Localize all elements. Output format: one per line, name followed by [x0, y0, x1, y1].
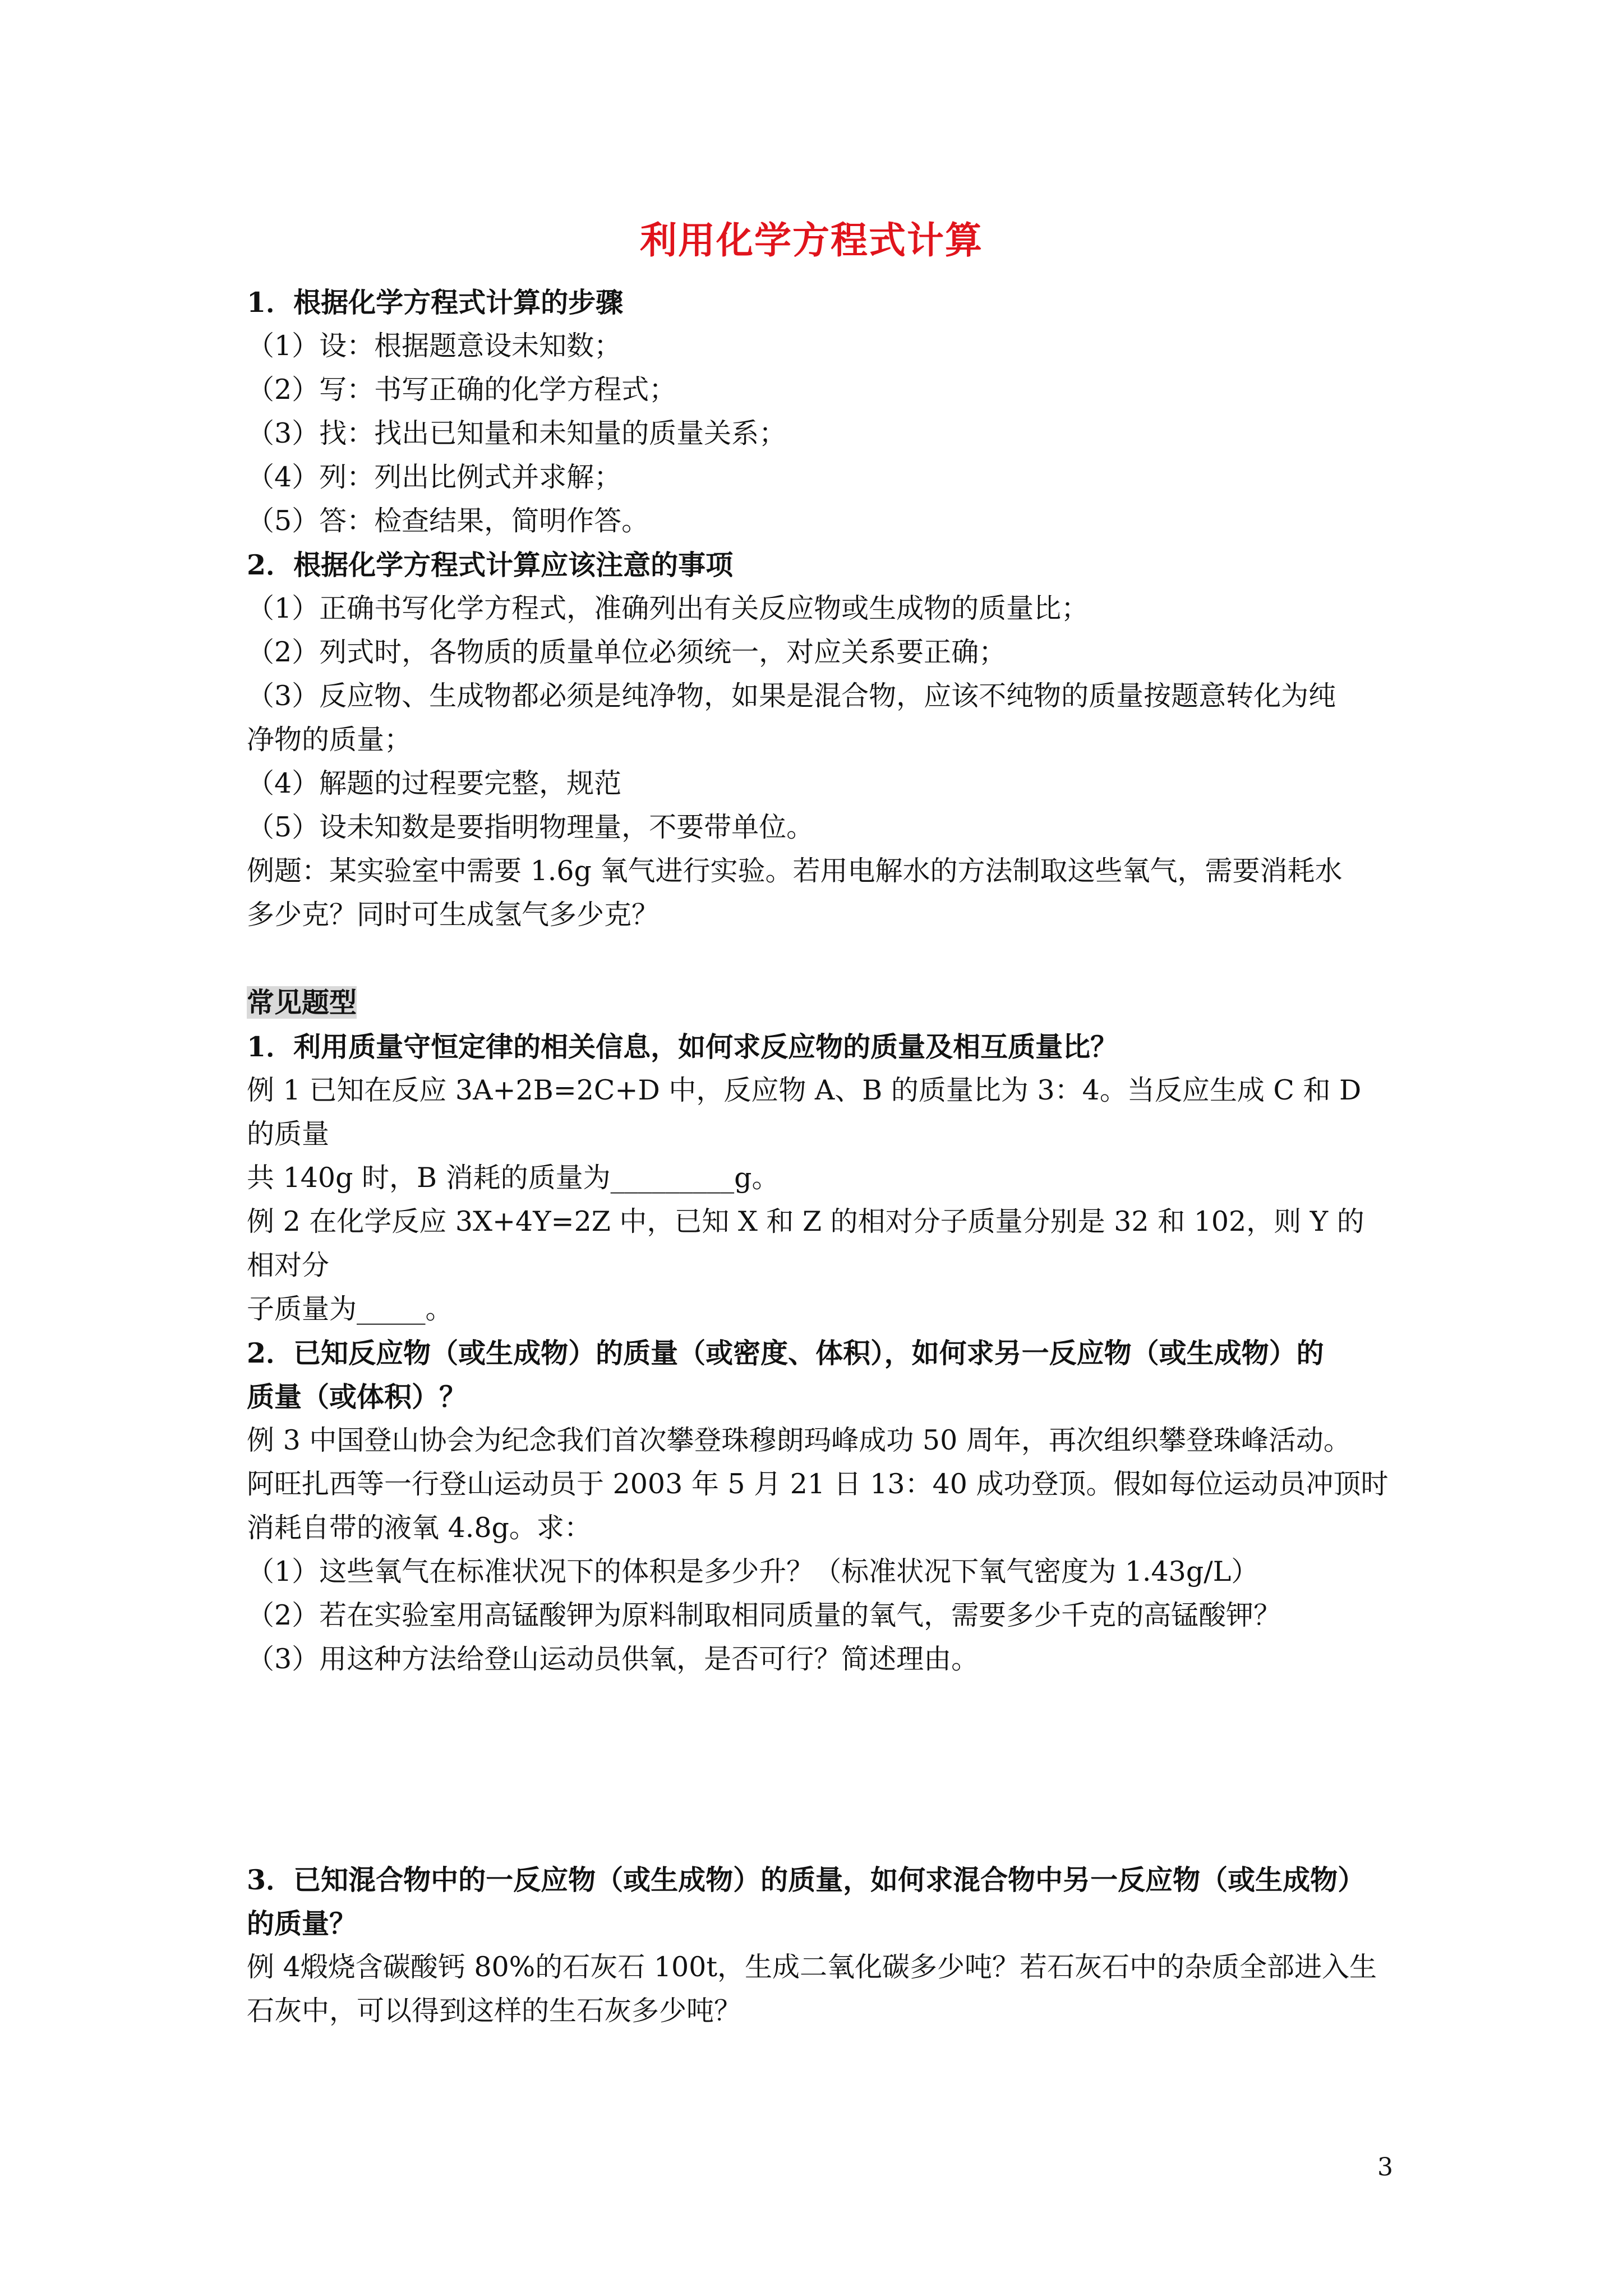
- q1-line: 例 1 已知在反应 3A+2B=2C+D 中，反应物 A、B 的质量比为 3：4。当反应生成 C 和 D 的质量: [247, 1074, 1362, 1150]
- q2-heading: 质量（或体积）？: [247, 1381, 467, 1413]
- section1-item: （5）答：检查结果，简明作答。: [247, 505, 649, 537]
- q2-line: （1）这些氧气在标准状况下的体积是多少升？（标准状况下氧气密度为 1.43g/L）: [247, 1556, 1259, 1588]
- q3-heading: 3．已知混合物中的一反应物（或生成物）的质量，如何求混合物中另一反应物（或生成物）: [247, 1864, 1366, 1896]
- q2-line: 例 3 中国登山协会为纪念我们首次攀登珠穆朗玛峰成功 50 周年，再次组织攀登珠峰活动。: [247, 1424, 1351, 1456]
- section2-item: （1）正确书写化学方程式，准确列出有关反应物或生成物的质量比；: [247, 592, 1089, 624]
- q1-line: 共 140g 时，B 消耗的质量为_________g。: [247, 1162, 780, 1194]
- section2-item: （4）解题的过程要完整，规范: [247, 767, 622, 799]
- q1-heading: 1．利用质量守恒定律的相关信息，如何求反应物的质量及相互质量比？: [247, 1030, 1118, 1063]
- example-line: 多少克？同时可生成氢气多少克？: [247, 899, 660, 931]
- q3-line: 例 4煅烧含碳酸钙 80%的石灰石 100t，生成二氧化碳多少吨？若石灰石中的杂质全部进入生: [247, 1951, 1377, 1983]
- common-types-label: 常见题型: [247, 986, 357, 1019]
- page-title: 利用化学方程式计算: [640, 218, 983, 262]
- q2-line: （3）用这种方法给登山运动员供氧，是否可行？简述理由。: [247, 1643, 979, 1675]
- q3-line: 石灰中，可以得到这样的生石灰多少吨？: [247, 1995, 742, 2027]
- q3-heading: 的质量？: [247, 1907, 357, 1940]
- document-body: [247, 280, 1391, 2033]
- section2-item: 净物的质量；: [247, 724, 412, 756]
- section2-item: （3）反应物、生成物都必须是纯净物，如果是混合物，应该不纯物的质量按题意转化为纯: [247, 680, 1336, 712]
- answer-space: [247, 1681, 1391, 1858]
- q1-line: 子质量为_____。: [247, 1293, 453, 1325]
- section1-heading: 1．根据化学方程式计算的步骤: [247, 286, 624, 319]
- q2-line: 阿旺扎西等一行登山运动员于 2003 年 5 月 21 日 13：40 成功登顶。假如每位运动员冲顶时: [247, 1468, 1389, 1500]
- section1-item: （3）找：找出已知量和未知量的质量关系；: [247, 417, 787, 449]
- q1-line: 例 2 在化学反应 3X+4Y=2Z 中，已知 X 和 Z 的相对分子质量分别是 32 和 102，则 Y 的相对分: [247, 1205, 1364, 1281]
- q2-line: 消耗自带的液氧 4.8g。求：: [247, 1512, 592, 1544]
- spacer: [247, 937, 1391, 981]
- page-number: 3: [1377, 2153, 1393, 2182]
- section2-item: （2）列式时，各物质的质量单位必须统一，对应关系要正确；: [247, 636, 1007, 668]
- example-line: 例题：某实验室中需要 1.6g 氧气进行实验。若用电解水的方法制取这些氧气，需要消耗水: [247, 855, 1343, 887]
- q2-line: （2）若在实验室用高锰酸钾为原料制取相同质量的氧气，需要多少千克的高锰酸钾？: [247, 1599, 1281, 1631]
- section1-item: （4）列：列出比例式并求解；: [247, 461, 622, 493]
- section2-heading: 2．根据化学方程式计算应该注意的事项: [247, 549, 734, 581]
- section1-item: （2）写：书写正确的化学方程式；: [247, 374, 677, 406]
- q2-heading: 2．已知反应物（或生成物）的质量（或密度、体积），如何求另一反应物（或生成物）的: [247, 1337, 1324, 1369]
- section2-item: （5）设未知数是要指明物理量，不要带单位。: [247, 811, 814, 843]
- section1-item: （1）设：根据题意设未知数；: [247, 330, 622, 362]
